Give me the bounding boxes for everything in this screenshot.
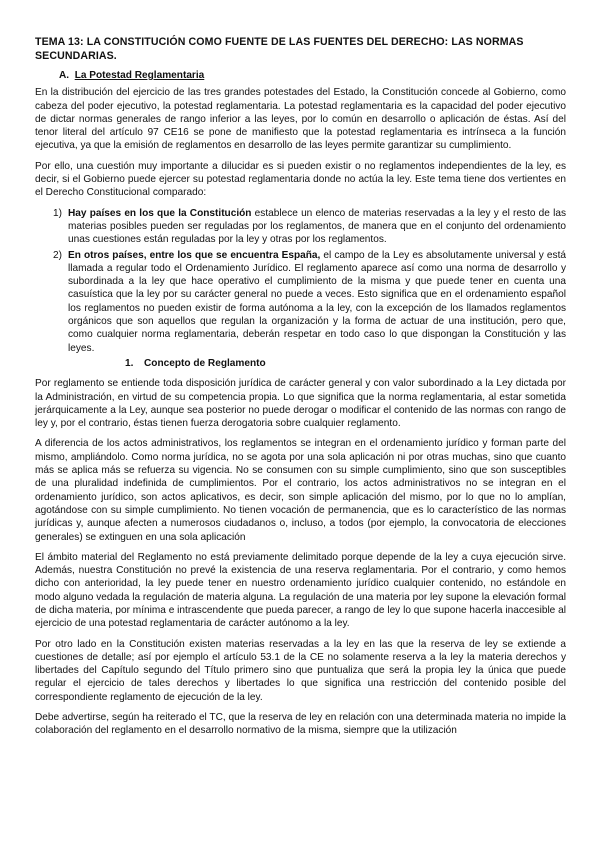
concepto-heading-number: 1. <box>125 357 134 369</box>
list-item-number: 2) <box>53 249 62 261</box>
paragraph-reglamentos-independientes: Por ello, una cuestión muy importante a dilucidar es si pueden existir o no reglamentos independientes de la ley, es decir, si el Gobierno puede ejercer su potestad reglamentaria donde no actúa la ley. Este tema tiene dos vertientes en el Derecho Constitucional comparado: <box>35 160 566 199</box>
section-a-title: La Potestad Reglamentaria <box>74 70 205 81</box>
list-item-text: el campo de la Ley es absolutamente universal y está llamada a regular todo el Ordenamiento Jurídico. El reglamento aparece así como una norma de desarrollo y subordinada a la ley que hace operativo el cumplimiento de la misma y que puede tener en cuenta una casuística que la ley por su carácter general no puede a veces. Esto significa que en el ordenamiento español los reglamentos no pueden existir de forma autónoma a la ley, con la excepción de los llamados reglamentos orgánicos que son aquellos que regulan la organización y la forma de actuar de una institución, pero que, como cualquier norma reglamentaria, deberán respetar en todo caso lo que dispongan la Constitución y las leyes. <box>68 249 567 354</box>
concepto-heading <box>125 357 566 370</box>
section-a-label: A. <box>59 70 70 81</box>
list-item <box>35 249 566 355</box>
list-item-bold-lead: En otros países, entre los que se encuentra España, <box>68 249 321 261</box>
list-item-bold-lead: Hay países en los que la Constitución <box>68 207 252 219</box>
vertientes-list <box>35 207 566 355</box>
concepto-heading-title: Concepto de Reglamento <box>144 357 266 369</box>
document-title: TEMA 13: LA CONSTITUCIÓN COMO FUENTE DE LAS FUENTES DEL DERECHO: LAS NORMAS SECUNDARIAS. <box>35 36 524 62</box>
paragraph-potestad-intro: En la distribución del ejercicio de las tres grandes potestades del Estado, la Constitución concede al Gobierno, como cabeza del poder ejecutivo, la potestad reglamentaria. La potestad reglamentaria es la capacidad del poder ejecutivo de dictar normas generales de rango inferior a las leyes, por lo común en desarrollo o aplicación de éstas. Así del tenor literal del artículo 97 CE16 se pone de manifiesto que la potestad reglamentaria es intrínseca a la función ejecutiva, ya que la emisión de reglamentos en desarrollo de las leyes permite garantizar su cumplimiento. <box>35 87 566 152</box>
paragraph-actos-administrativos: A diferencia de los actos administrativos, los reglamentos se integran en el ordenamiento jurídico y forman parte del mismo, ampliándolo. Como norma jurídica, no se agota por una sola aplicación ni por otras muchas, sino que cuanto más se aplica más se refuerza su vigencia. No se consumen con su simple cumplimiento, sino que son susceptibles de una pluralidad indefinida de cumplimientos. Por el contrario, los actos administrativos no se integran en el ordenamiento jurídico, son actos aplicativos, es decir, son simple aplicación del mismo, por lo que no lo amplían, agotándose con su simple cumplimiento. No tienen vocación de permanencia, que es lo característico de las normas jurídicas y, aunque afecten a numerosos ciudadanos o, incluso, a todos (por ejemplo, la convocatoria de elecciones generales) se extinguen en una sola aplicación <box>35 438 566 543</box>
paragraph-reserva-ley-tc: Debe advertirse, según ha reiterado el TC, que la reserva de ley en relación con una determinada materia no impide la colaboración del reglamento en el desarrollo normativo de la misma, siempre que la utilización <box>35 712 566 737</box>
list-item-number: 1) <box>53 207 62 219</box>
paragraph-concepto: Por reglamento se entiende toda disposición jurídica de carácter general y con valor subordinado a la Ley dictada por la Administración, en virtud de su competencia propia. Lo que significa que la norma reglamentaria, al estar sometida jerárquicamente a la Ley, aunque sea posterior no puede derogar o modificar el contenido de las normas con rango de ley y, por el contrario, éstas tienen fuerza derogatoria sobre cualquier reglamento. <box>35 378 566 430</box>
list-item <box>35 207 566 247</box>
paragraph-ambito-material: El ámbito material del Reglamento no está previamente delimitado porque depende de la ley a cuya ejecución sirve. Además, nuestra Constitución no prevé la existencia de una reserva reglamentaria. Por el contrario, y como hemos dicho con anterioridad, la ley puede tener en nuestro ordenamiento jurídico cualquier contenido, no estándole en modo alguno vedada la regulación de materia alguna. La regulación de una materia por ley supone la elevación formal de dicha materia, por mínima e intrascendente que pueda parecer, a rango de ley lo que supone hacerla inaccesible al ejercicio de una potestad reglamentaria de carácter autónomo a la ley. <box>35 551 566 630</box>
list-item-text: establece un elenco de materias reservadas a la ley y el resto de las materias posibles pueden ser reguladas por los reglamentos, de manera que en el conjunto del ordenamiento unas cuestiones están reguladas por la ley y otras por los reglamentos. <box>68 207 567 246</box>
section-a-heading <box>59 69 566 82</box>
paragraph-materias-reservadas: Por otro lado en la Constitución existen materias reservadas a la ley en las que la reserva de ley se extiende a cuestiones de detalle; así por ejemplo el artículo 53.1 de la CE no solamente reserva a la ley la materia derechos y libertades del Capítulo segundo del Título primero sino que puntualiza que será la propia ley la única que puede regular el ejercicio de tales derechos y libertades lo que significa una restricción del contenido posible del correspondiente reglamento de ejecución de la ley. <box>35 638 566 703</box>
